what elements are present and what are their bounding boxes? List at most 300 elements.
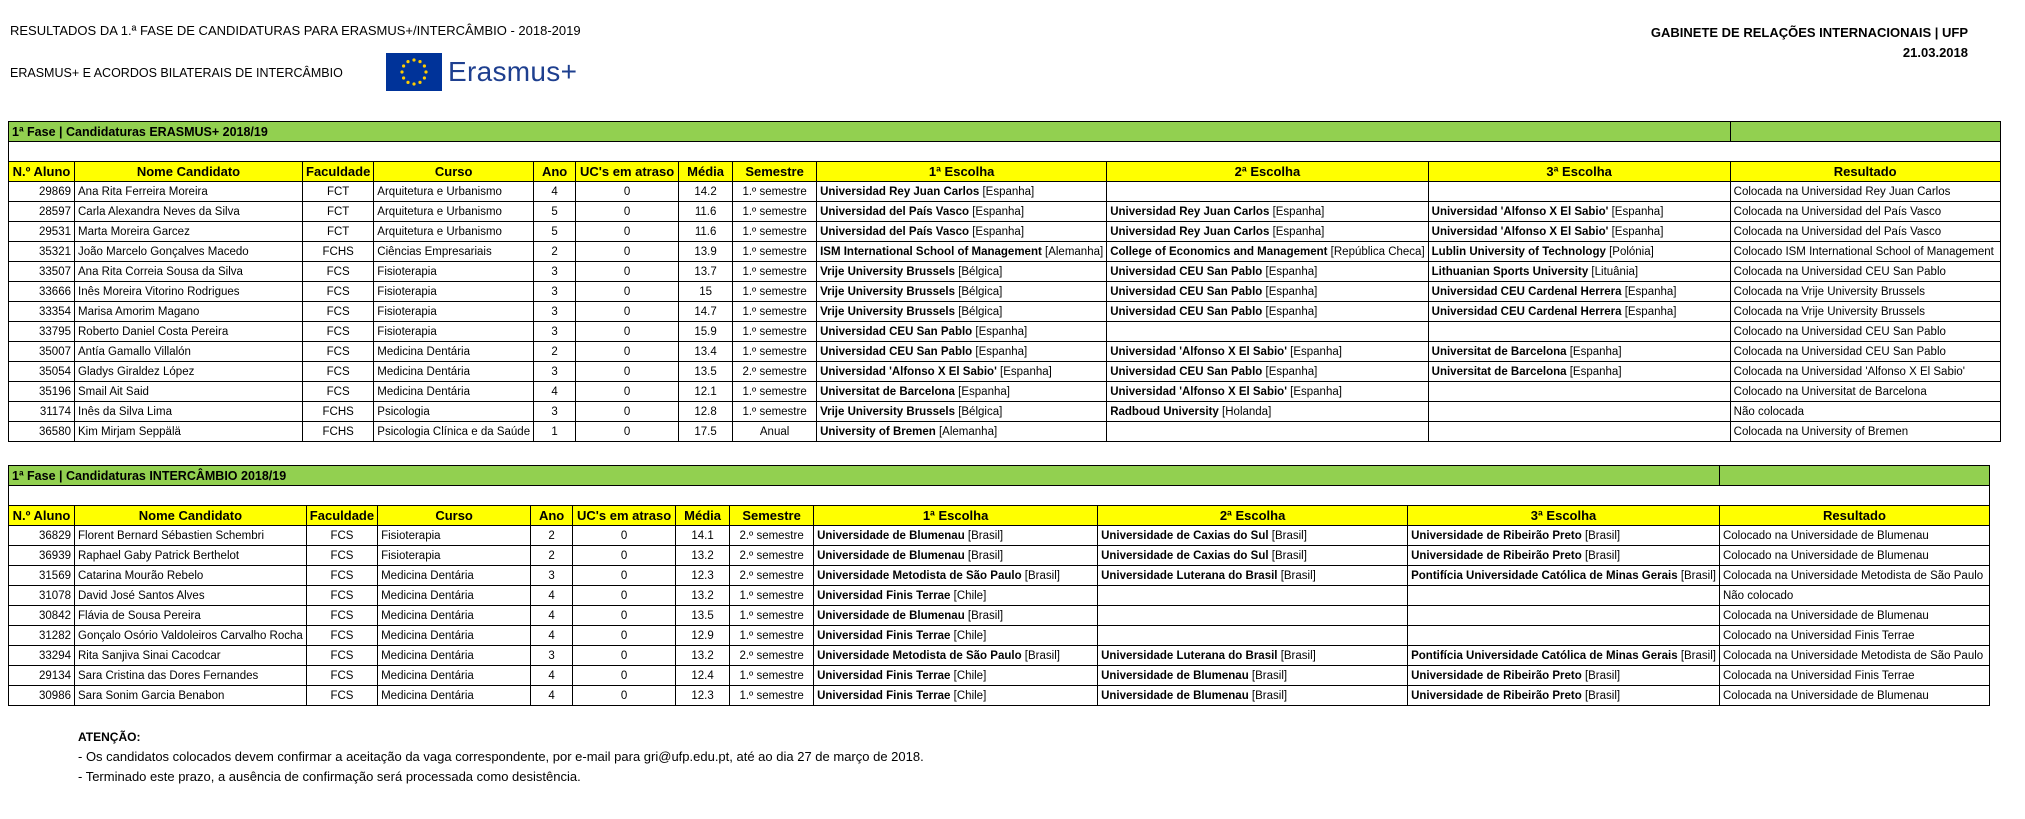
cell-c1 bbox=[817, 402, 1107, 422]
cell-name: Sara Sonim Garcia Benabon bbox=[75, 686, 307, 706]
cell-course: Medicina Dentária bbox=[378, 566, 531, 586]
cell-name: Antía Gamallo Villalón bbox=[75, 342, 303, 362]
cell-year: 1 bbox=[534, 422, 576, 442]
cell-c3 bbox=[1428, 282, 1730, 302]
cell-res: Não colocado bbox=[1719, 586, 1989, 606]
cell-fac: FCS bbox=[303, 302, 374, 322]
cell-course: Arquitetura e Urbanismo bbox=[374, 182, 534, 202]
cell-sem: 1.º semestre bbox=[733, 222, 817, 242]
cell-res: Colocada na Universidade de Blumenau bbox=[1719, 686, 1989, 706]
choice-university: Lithuanian Sports University bbox=[1431, 265, 1589, 278]
cell-c1 bbox=[817, 322, 1107, 342]
column-header: Média bbox=[679, 162, 733, 182]
cell-uc: 0 bbox=[573, 606, 676, 626]
cell-avg: 14.7 bbox=[679, 302, 733, 322]
cell-c2 bbox=[1107, 362, 1428, 382]
choice-university: Universidad 'Alfonso X El Sabio' bbox=[1110, 385, 1287, 398]
cell-sem: 2.º semestre bbox=[730, 526, 814, 546]
cell-num: 29134 bbox=[9, 666, 75, 686]
cell-c1 bbox=[817, 422, 1107, 442]
cell-c3 bbox=[1428, 302, 1730, 322]
choice-country: [Brasil] bbox=[1024, 569, 1060, 582]
choice-country: [Espanha] bbox=[1624, 305, 1677, 318]
choice-country: [Bélgica] bbox=[958, 305, 1003, 318]
choice-country: [Bélgica] bbox=[958, 405, 1003, 418]
cell-uc: 0 bbox=[576, 262, 679, 282]
choice-country: [Espanha] bbox=[1272, 205, 1325, 218]
cell-c3 bbox=[1408, 526, 1720, 546]
cell-avg: 15.9 bbox=[679, 322, 733, 342]
cell-c1 bbox=[817, 222, 1107, 242]
cell-uc: 0 bbox=[573, 686, 676, 706]
column-header: Faculdade bbox=[306, 506, 377, 526]
choice-university: Universidad CEU San Pablo bbox=[1110, 305, 1263, 318]
choice-university: University of Bremen bbox=[820, 425, 936, 438]
cell-res: Colocada na Universidade Metodista de São Paulo bbox=[1719, 646, 1989, 666]
choice-country: [Espanha] bbox=[975, 345, 1028, 358]
column-header: Curso bbox=[378, 506, 531, 526]
choice-university: Universidad Finis Terrae bbox=[817, 669, 951, 682]
cell-name: Ana Rita Ferreira Moreira bbox=[75, 182, 303, 202]
cell-year: 2 bbox=[531, 526, 573, 546]
cell-sem: 1.º semestre bbox=[733, 262, 817, 282]
cell-c3 bbox=[1408, 666, 1720, 686]
cell-avg: 13.5 bbox=[679, 362, 733, 382]
cell-sem: 1.º semestre bbox=[733, 402, 817, 422]
cell-c1 bbox=[814, 586, 1098, 606]
cell-c3 bbox=[1428, 202, 1730, 222]
choice-country: [Brasil] bbox=[1584, 549, 1621, 562]
cell-fac: FCS bbox=[306, 566, 377, 586]
cell-num: 36580 bbox=[9, 422, 75, 442]
choice-university: Universidade Luterana do Brasil bbox=[1101, 569, 1278, 582]
cell-sem: 1.º semestre bbox=[733, 382, 817, 402]
choice-country: [Espanha] bbox=[1265, 305, 1318, 318]
cell-course: Fisioterapia bbox=[374, 262, 534, 282]
cell-c3 bbox=[1428, 422, 1730, 442]
cell-course: Medicina Dentária bbox=[378, 646, 531, 666]
choice-university: Universitat de Barcelona bbox=[1431, 365, 1567, 378]
cell-num: 35196 bbox=[9, 382, 75, 402]
cell-c3 bbox=[1408, 606, 1720, 626]
cell-c2 bbox=[1107, 422, 1428, 442]
cell-name: Florent Bernard Sébastien Schembri bbox=[75, 526, 307, 546]
cell-c3 bbox=[1408, 626, 1720, 646]
cell-avg: 13.5 bbox=[676, 606, 730, 626]
cell-avg: 13.2 bbox=[676, 546, 730, 566]
table-row bbox=[9, 382, 2001, 402]
table-row bbox=[9, 322, 2001, 342]
cell-uc: 0 bbox=[576, 242, 679, 262]
cell-c1 bbox=[817, 302, 1107, 322]
choice-country: [Brasil] bbox=[1251, 689, 1288, 702]
cell-sem: 1.º semestre bbox=[733, 302, 817, 322]
cell-num: 36829 bbox=[9, 526, 75, 546]
notes bbox=[78, 727, 924, 787]
cell-name: João Marcelo Gonçalves Macedo bbox=[75, 242, 303, 262]
cell-fac: FCHS bbox=[303, 402, 374, 422]
cell-num: 29531 bbox=[9, 222, 75, 242]
cell-c1 bbox=[817, 262, 1107, 282]
cell-c3 bbox=[1428, 182, 1730, 202]
table-row bbox=[9, 586, 1990, 606]
choice-university: Universidade de Blumenau bbox=[817, 609, 965, 622]
cell-fac: FCS bbox=[303, 322, 374, 342]
choice-university: Universidade de Blumenau bbox=[1101, 669, 1249, 682]
cell-course: Medicina Dentária bbox=[378, 686, 531, 706]
cell-res: Colocada na Universidad Finis Terrae bbox=[1719, 666, 1989, 686]
cell-num: 28597 bbox=[9, 202, 75, 222]
cell-sem: 1.º semestre bbox=[733, 182, 817, 202]
cell-avg: 12.1 bbox=[679, 382, 733, 402]
choice-university: Universidad CEU Cardenal Herrera bbox=[1431, 305, 1622, 318]
column-header: Semestre bbox=[730, 506, 814, 526]
cell-year: 4 bbox=[531, 586, 573, 606]
cell-c3 bbox=[1428, 402, 1730, 422]
choice-university: College of Economics and Management bbox=[1110, 245, 1328, 258]
cell-fac: FCS bbox=[303, 262, 374, 282]
cell-year: 2 bbox=[534, 342, 576, 362]
cell-num: 31078 bbox=[9, 586, 75, 606]
choice-university: Universidade Luterana do Brasil bbox=[1101, 649, 1278, 662]
cell-course: Medicina Dentária bbox=[378, 586, 531, 606]
cell-fac: FCS bbox=[306, 646, 377, 666]
cell-sem: 1.º semestre bbox=[733, 342, 817, 362]
choice-university: Universitat de Barcelona bbox=[820, 385, 955, 398]
choice-country: [Espanha] bbox=[1611, 225, 1664, 238]
choice-university: Universidade de Blumenau bbox=[817, 529, 965, 542]
cell-course: Psicologia bbox=[374, 402, 534, 422]
cell-c1 bbox=[817, 282, 1107, 302]
cell-name: Gladys Giraldez López bbox=[75, 362, 303, 382]
choice-university: Universidade de Ribeirão Preto bbox=[1411, 689, 1582, 702]
cell-sem: 1.º semestre bbox=[733, 282, 817, 302]
cell-c2 bbox=[1098, 526, 1408, 546]
cell-fac: FCS bbox=[303, 382, 374, 402]
cell-uc: 0 bbox=[576, 182, 679, 202]
cell-res: Colocado ISM International School of Management bbox=[1730, 242, 2000, 262]
choice-country: [Chile] bbox=[953, 669, 987, 682]
column-header: 3ª Escolha bbox=[1408, 506, 1720, 526]
choice-university: Universidade de Blumenau bbox=[817, 549, 965, 562]
notes-line-1: - Os candidatos colocados devem confirmar a aceitação da vaga correspondente, por e-mail para gri@ufp.edu.pt, até ao dia 27 de março de 2018. bbox=[78, 749, 924, 764]
cell-c3 bbox=[1428, 322, 1730, 342]
choice-country: [Brasil] bbox=[967, 549, 1004, 562]
cell-name: Marta Moreira Garcez bbox=[75, 222, 303, 242]
cell-sem: 1.º semestre bbox=[730, 586, 814, 606]
section-title: 1ª Fase | Candidaturas INTERCÂMBIO 2018/19 bbox=[9, 466, 1720, 486]
choice-country: [Espanha] bbox=[1265, 365, 1318, 378]
notes-title: ATENÇÃO: bbox=[78, 730, 141, 744]
cell-course: Fisioterapia bbox=[374, 302, 534, 322]
cell-c2 bbox=[1107, 302, 1428, 322]
cell-c2 bbox=[1098, 646, 1408, 666]
cell-avg: 11.6 bbox=[679, 222, 733, 242]
choice-country: [Brasil] bbox=[967, 529, 1004, 542]
table-row bbox=[9, 646, 1990, 666]
cell-c2 bbox=[1107, 262, 1428, 282]
column-header: Resultado bbox=[1719, 506, 1989, 526]
choice-university: Universidad CEU San Pablo bbox=[820, 345, 973, 358]
cell-fac: FCS bbox=[303, 362, 374, 382]
column-header: Resultado bbox=[1730, 162, 2000, 182]
cell-name: Rita Sanjiva Sinai Cacodcar bbox=[75, 646, 307, 666]
cell-name: Inês da Silva Lima bbox=[75, 402, 303, 422]
cell-num: 35054 bbox=[9, 362, 75, 382]
choice-university: Universidade de Ribeirão Preto bbox=[1411, 529, 1582, 542]
cell-res: Colocada na Universidad Rey Juan Carlos bbox=[1730, 182, 2000, 202]
choice-country: [Brasil] bbox=[1024, 649, 1060, 662]
cell-num: 33507 bbox=[9, 262, 75, 282]
cell-uc: 0 bbox=[573, 626, 676, 646]
cell-course: Arquitetura e Urbanismo bbox=[374, 202, 534, 222]
cell-num: 33795 bbox=[9, 322, 75, 342]
choice-university: Vrije University Brussels bbox=[820, 405, 955, 418]
choice-country: [Alemanha] bbox=[1045, 245, 1104, 258]
cell-c2 bbox=[1098, 546, 1408, 566]
choice-university: Universidade Metodista de São Paulo bbox=[817, 649, 1022, 662]
cell-sem: 1.º semestre bbox=[733, 202, 817, 222]
cell-avg: 14.1 bbox=[676, 526, 730, 546]
cell-c1 bbox=[814, 626, 1098, 646]
cell-course: Ciências Empresariais bbox=[374, 242, 534, 262]
eu-flag-icon bbox=[386, 53, 442, 91]
cell-c3 bbox=[1428, 242, 1730, 262]
cell-c3 bbox=[1408, 566, 1720, 586]
cell-name: Catarina Mourão Rebelo bbox=[75, 566, 307, 586]
cell-num: 30842 bbox=[9, 606, 75, 626]
cell-course: Arquitetura e Urbanismo bbox=[374, 222, 534, 242]
cell-num: 36939 bbox=[9, 546, 75, 566]
cell-course: Fisioterapia bbox=[378, 526, 531, 546]
cell-year: 3 bbox=[531, 646, 573, 666]
cell-uc: 0 bbox=[576, 342, 679, 362]
column-header: Faculdade bbox=[303, 162, 374, 182]
cell-c3 bbox=[1408, 686, 1720, 706]
table-row bbox=[9, 262, 2001, 282]
column-header: N.º Aluno bbox=[9, 162, 75, 182]
cell-c3 bbox=[1408, 646, 1720, 666]
section-title: 1ª Fase | Candidaturas ERASMUS+ 2018/19 bbox=[9, 122, 1731, 142]
column-header: 3ª Escolha bbox=[1428, 162, 1730, 182]
cell-fac: FCS bbox=[303, 342, 374, 362]
cell-avg: 12.9 bbox=[676, 626, 730, 646]
cell-year: 2 bbox=[531, 546, 573, 566]
choice-university: Universidad CEU San Pablo bbox=[1110, 265, 1263, 278]
cell-fac: FCS bbox=[306, 686, 377, 706]
cell-c1 bbox=[814, 546, 1098, 566]
cell-name: Smail Ait Said bbox=[75, 382, 303, 402]
choice-country: [Brasil] bbox=[1584, 689, 1621, 702]
column-header: N.º Aluno bbox=[9, 506, 75, 526]
cell-uc: 0 bbox=[576, 202, 679, 222]
choice-country: [Alemanha] bbox=[938, 425, 998, 438]
choice-country: [Espanha] bbox=[982, 185, 1035, 198]
table-row bbox=[9, 422, 2001, 442]
cell-uc: 0 bbox=[576, 322, 679, 342]
cell-c2 bbox=[1107, 222, 1428, 242]
cell-uc: 0 bbox=[573, 586, 676, 606]
cell-year: 4 bbox=[531, 626, 573, 646]
column-header: 1ª Escolha bbox=[814, 506, 1098, 526]
table-row bbox=[9, 546, 1990, 566]
cell-c2 bbox=[1098, 626, 1408, 646]
choice-country: [Brasil] bbox=[1584, 529, 1621, 542]
choice-country: [Espanha] bbox=[1569, 365, 1622, 378]
cell-fac: FCT bbox=[303, 202, 374, 222]
choice-country: [Espanha] bbox=[1611, 205, 1664, 218]
notes-line-2: - Terminado este prazo, a ausência de confirmação será processada como desistência. bbox=[78, 769, 581, 784]
cell-year: 3 bbox=[534, 402, 576, 422]
choice-country: [Chile] bbox=[953, 689, 987, 702]
table-row bbox=[9, 342, 2001, 362]
cell-avg: 11.6 bbox=[679, 202, 733, 222]
choice-country: [Espanha] bbox=[1290, 345, 1342, 358]
choice-country: [Chile] bbox=[953, 629, 987, 642]
choice-country: [Espanha] bbox=[958, 385, 1010, 398]
cell-c1 bbox=[817, 342, 1107, 362]
choice-country: [Espanha] bbox=[1265, 285, 1318, 298]
cell-num: 33294 bbox=[9, 646, 75, 666]
cell-res: Colocada na Vrije University Brussels bbox=[1730, 302, 2000, 322]
cell-sem: 1.º semestre bbox=[730, 666, 814, 686]
cell-res: Colocada na Universidad CEU San Pablo bbox=[1730, 262, 2000, 282]
choice-country: [Espanha] bbox=[1569, 345, 1622, 358]
table-row bbox=[9, 526, 1990, 546]
cell-fac: FCT bbox=[303, 222, 374, 242]
cell-fac: FCS bbox=[306, 526, 377, 546]
cell-num: 30986 bbox=[9, 686, 75, 706]
cell-sem: 1.º semestre bbox=[730, 686, 814, 706]
cell-fac: FCS bbox=[306, 666, 377, 686]
cell-fac: FCS bbox=[306, 546, 377, 566]
cell-sem: Anual bbox=[733, 422, 817, 442]
cell-fac: FCS bbox=[306, 626, 377, 646]
cell-name: Raphael Gaby Patrick Berthelot bbox=[75, 546, 307, 566]
cell-num: 35321 bbox=[9, 242, 75, 262]
cell-fac: FCHS bbox=[303, 422, 374, 442]
cell-res: Colocada na Universidade Metodista de São Paulo bbox=[1719, 566, 1989, 586]
column-header: Curso bbox=[374, 162, 534, 182]
cell-avg: 12.3 bbox=[676, 686, 730, 706]
document-title: RESULTADOS DA 1.ª FASE DE CANDIDATURAS PARA ERASMUS+/INTERCÂMBIO - 2018-2019 bbox=[10, 23, 581, 38]
cell-c1 bbox=[814, 606, 1098, 626]
choice-university: Universidad Finis Terrae bbox=[817, 589, 951, 602]
cell-num: 31174 bbox=[9, 402, 75, 422]
choice-university: Universidad 'Alfonso X El Sabio' bbox=[820, 365, 997, 378]
cell-year: 5 bbox=[534, 202, 576, 222]
table-row bbox=[9, 566, 1990, 586]
cell-c1 bbox=[817, 182, 1107, 202]
header-row bbox=[9, 506, 1990, 526]
choice-country: [Polónia] bbox=[1609, 245, 1654, 258]
cell-res: Colocado na Universidade de Blumenau bbox=[1719, 546, 1989, 566]
cell-course: Medicina Dentária bbox=[378, 666, 531, 686]
cell-name: David José Santos Alves bbox=[75, 586, 307, 606]
cell-c1 bbox=[814, 666, 1098, 686]
office-block bbox=[1651, 23, 1968, 63]
cell-year: 4 bbox=[531, 606, 573, 626]
table-row bbox=[9, 402, 2001, 422]
cell-year: 4 bbox=[534, 182, 576, 202]
cell-c2 bbox=[1107, 402, 1428, 422]
cell-avg: 12.4 bbox=[676, 666, 730, 686]
header-row bbox=[9, 162, 2001, 182]
cell-avg: 13.9 bbox=[679, 242, 733, 262]
choice-country: [Holanda] bbox=[1222, 405, 1272, 418]
choice-university: Vrije University Brussels bbox=[820, 305, 955, 318]
cell-name: Ana Rita Correia Sousa da Silva bbox=[75, 262, 303, 282]
choice-country: [Bélgica] bbox=[958, 285, 1003, 298]
cell-sem: 2.º semestre bbox=[733, 362, 817, 382]
cell-sem: 1.º semestre bbox=[733, 242, 817, 262]
choice-university: Universidad del País Vasco bbox=[820, 225, 970, 238]
cell-uc: 0 bbox=[576, 222, 679, 242]
choice-university: Universidad Finis Terrae bbox=[817, 629, 951, 642]
cell-uc: 0 bbox=[576, 422, 679, 442]
cell-year: 4 bbox=[531, 686, 573, 706]
cell-c2 bbox=[1098, 686, 1408, 706]
cell-res: Colocada na Universidad 'Alfonso X El Sabio' bbox=[1730, 362, 2000, 382]
cell-avg: 15 bbox=[679, 282, 733, 302]
choice-country: [Chile] bbox=[953, 589, 987, 602]
cell-fac: FCHS bbox=[303, 242, 374, 262]
cell-res: Colocado na Universidade de Blumenau bbox=[1719, 526, 1989, 546]
cell-res: Colocado na Universidad Finis Terrae bbox=[1719, 626, 1989, 646]
logo-text: Erasmus+ bbox=[448, 56, 578, 87]
table-row bbox=[9, 686, 1990, 706]
choice-university: Universidad CEU Cardenal Herrera bbox=[1431, 285, 1622, 298]
cell-avg: 13.7 bbox=[679, 262, 733, 282]
cell-res: Colocado na Universitat de Barcelona bbox=[1730, 382, 2000, 402]
choice-university: Universidad 'Alfonso X El Sabio' bbox=[1431, 225, 1609, 238]
cell-course: Fisioterapia bbox=[378, 546, 531, 566]
cell-c1 bbox=[814, 526, 1098, 546]
table-row bbox=[9, 626, 1990, 646]
choice-country: [Brasil] bbox=[1280, 649, 1316, 662]
choice-university: Vrije University Brussels bbox=[820, 265, 955, 278]
column-header: 2ª Escolha bbox=[1107, 162, 1428, 182]
cell-course: Medicina Dentária bbox=[374, 362, 534, 382]
cell-year: 2 bbox=[534, 242, 576, 262]
cell-uc: 0 bbox=[576, 402, 679, 422]
cell-avg: 12.8 bbox=[679, 402, 733, 422]
cell-uc: 0 bbox=[573, 666, 676, 686]
choice-country: [Brasil] bbox=[1680, 569, 1716, 582]
cell-sem: 2.º semestre bbox=[730, 566, 814, 586]
section-result-cell bbox=[1730, 122, 2000, 142]
cell-c2 bbox=[1107, 182, 1428, 202]
cell-uc: 0 bbox=[573, 646, 676, 666]
cell-c3 bbox=[1408, 586, 1720, 606]
cell-num: 33666 bbox=[9, 282, 75, 302]
cell-year: 4 bbox=[531, 666, 573, 686]
cell-c2 bbox=[1107, 342, 1428, 362]
cell-course: Medicina Dentária bbox=[378, 606, 531, 626]
cell-uc: 0 bbox=[576, 362, 679, 382]
erasmus-table bbox=[8, 121, 2001, 442]
spacer-row bbox=[9, 142, 2001, 162]
choice-university: Universidad Rey Juan Carlos bbox=[1110, 205, 1270, 218]
cell-name: Sara Cristina das Dores Fernandes bbox=[75, 666, 307, 686]
cell-c3 bbox=[1428, 342, 1730, 362]
column-header: Nome Candidato bbox=[75, 162, 303, 182]
cell-name: Marisa Amorim Magano bbox=[75, 302, 303, 322]
cell-c3 bbox=[1428, 262, 1730, 282]
cell-c2 bbox=[1107, 282, 1428, 302]
choice-country: [Brasil] bbox=[1584, 669, 1621, 682]
choice-university: Radboud University bbox=[1110, 405, 1219, 418]
